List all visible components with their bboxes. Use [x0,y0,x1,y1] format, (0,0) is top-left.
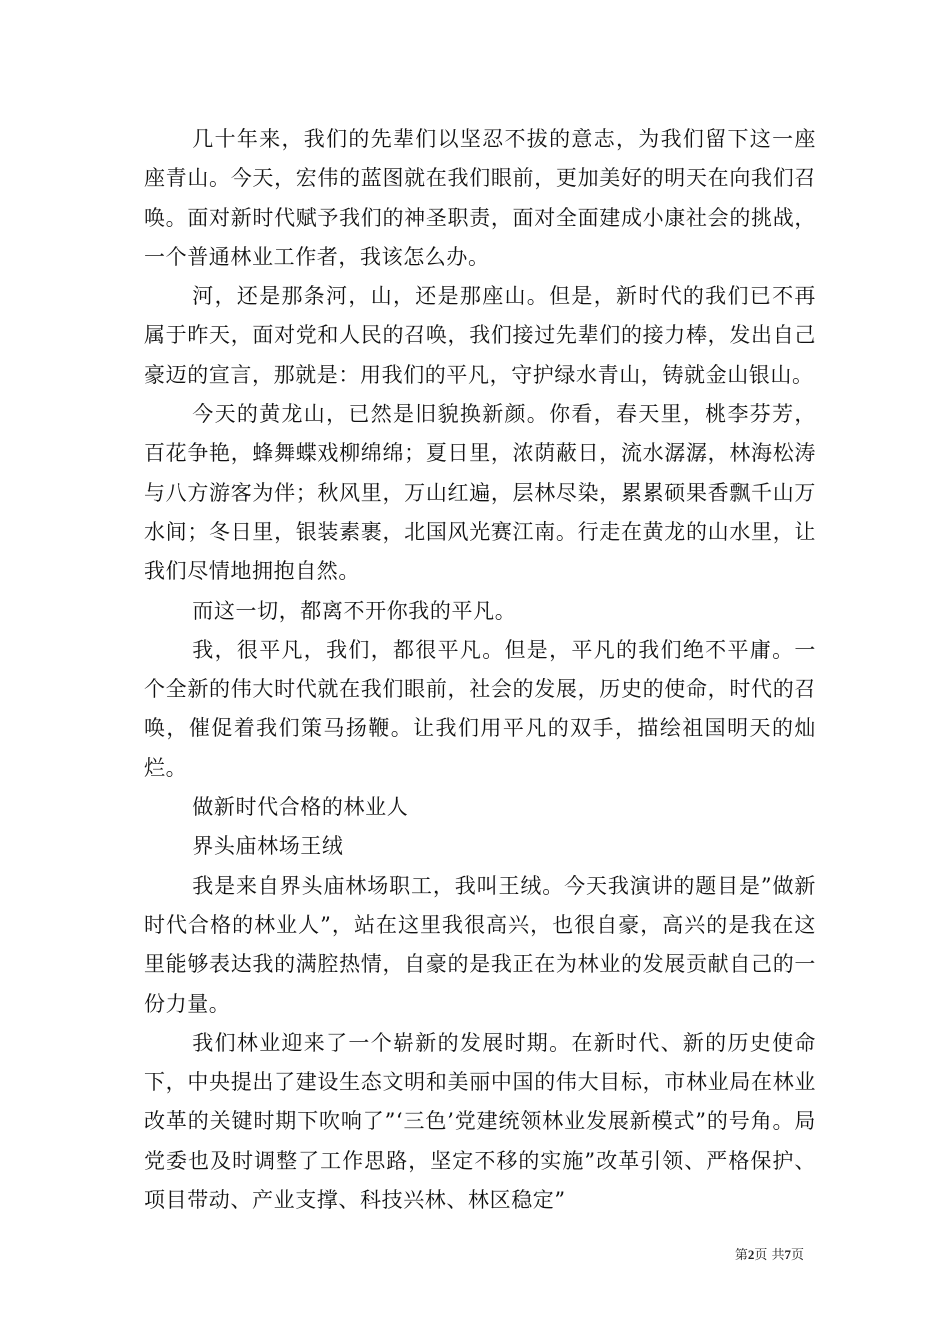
author-line: 界头庙林场王绒 [192,834,344,859]
footer-middle: 页 共 [754,1248,785,1263]
paragraph: 我们林业迎来了一个崭新的发展时期。在新时代、新的历史使命下，中央提出了建设生态文明和美丽中国的伟大目标，市林业局在林业改革的关键时期下吹响了”‘三色’党建统领林业发展新模式”的号角。局党委也及时调整了工作思路，坚定不移的实施”改革引领、严格保护、项目带动、产业支撑、科技兴林、林区稳定” [144,1030,816,1213]
footer-suffix: 页 [790,1248,804,1263]
paragraph: 而这一切，都离不开你我的平凡。 [192,598,517,623]
page-number-footer [735,1244,804,1263]
paragraph: 几十年来，我们的先辈们以坚忍不拔的意志，为我们留下这一座座青山。今天，宏伟的蓝图就在我们眼前，更加美好的明天在向我们召唤。面对新时代赋予我们的神圣职责，面对全面建成小康社会的挑战，一个普通林业工作者，我该怎么办。 [144,127,816,269]
section-title: 做新时代合格的林业人 [192,795,409,820]
current-page-number: 2 [747,1247,755,1262]
paragraph: 今天的黄龙山，已然是旧貌换新颜。你看，春天里，桃李芬芳，百花争艳，蜂舞蝶戏柳绵绵；夏日里，浓荫蔽日，流水潺潺，林海松涛与八方游客为伴；秋风里，万山红遍，层林尽染，累累硕果香飘千山万水间；冬日里，银装素裹，北国风光赛江南。行走在黄龙的山水里，让我们尽情地拥抱自然。 [144,402,816,584]
document-body [144,120,816,1220]
paragraph: 河，还是那条河，山，还是那座山。但是，新时代的我们已不再属于昨天，面对党和人民的召唤，我们接过先辈们的接力棒，发出自己豪迈的宣言，那就是：用我们的平凡，守护绿水青山，铸就金山银山。 [144,284,816,387]
footer-prefix: 第 [734,1248,748,1263]
paragraph: 我是来自界头庙林场职工，我叫王绒。今天我演讲的题目是”做新时代合格的林业人”，站在这里我很高兴，也很自豪，高兴的是我在这里能够表达我的满腔热情，自豪的是我正在为林业的发展贡献自己的一份力量。 [144,873,816,1016]
total-pages-number: 7 [784,1247,791,1262]
paragraph: 我，很平凡，我们，都很平凡。但是，平凡的我们绝不平庸。一个全新的伟大时代就在我们眼前，社会的发展，历史的使命，时代的召唤，催促着我们策马扬鞭。让我们用平凡的双手，描绘祖国明天的灿烂。 [144,637,816,780]
